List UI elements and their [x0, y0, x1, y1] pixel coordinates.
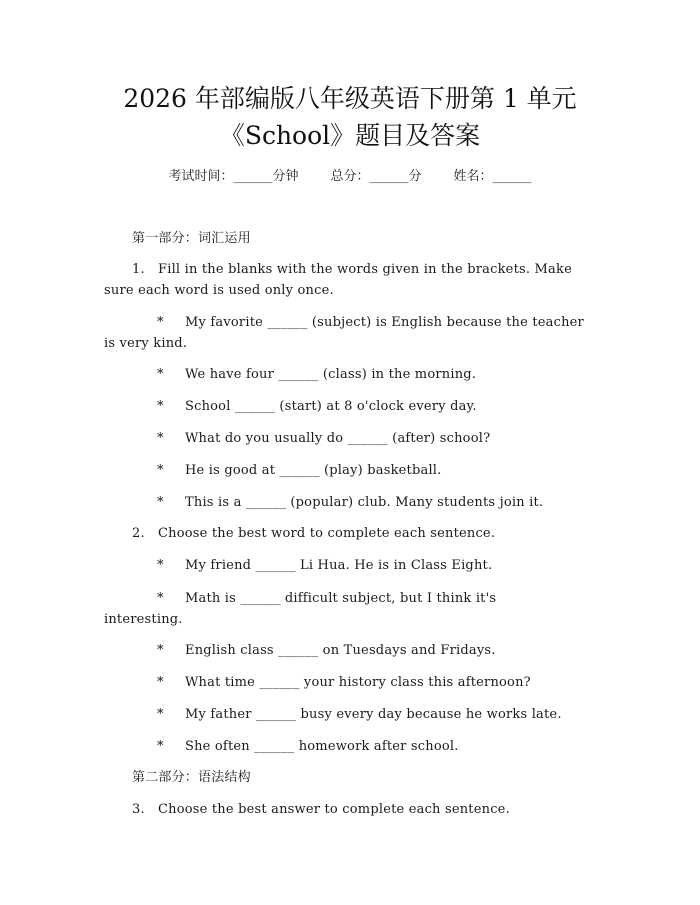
list-item-continuation: interesting. — [104, 612, 183, 627]
section-heading-2: 第二部分：语法结构 — [132, 770, 251, 785]
item-text: English class ______ on Tuesdays and Fridays. — [185, 643, 496, 658]
list-item — [157, 365, 476, 385]
question-text: Choose the best answer to complete each sentence. — [158, 802, 510, 817]
document-title-line-2: 《School》题目及答案 — [219, 121, 481, 150]
bullet-star-icon: * — [157, 558, 164, 573]
bullet-star-icon: * — [157, 495, 164, 510]
bullet-star-icon: * — [157, 431, 164, 446]
list-item — [157, 673, 531, 693]
item-text: School ______ (start) at 8 o'clock every day. — [185, 399, 477, 414]
list-item — [157, 589, 496, 609]
question-1-continuation: sure each word is used only once. — [104, 283, 334, 298]
list-item — [157, 737, 459, 757]
list-item — [157, 461, 442, 481]
list-item — [157, 705, 562, 725]
list-item — [157, 313, 584, 333]
bullet-star-icon: * — [157, 707, 164, 722]
item-text: My friend ______ Li Hua. He is in Class Eight. — [185, 558, 493, 573]
exam-name-field: 姓名：______ — [453, 169, 532, 184]
bullet-star-icon: * — [157, 739, 164, 754]
question-2 — [132, 524, 495, 544]
list-item — [157, 397, 477, 417]
item-text: My favorite ______ (subject) is English because the teacher — [185, 315, 584, 330]
exam-time-field: 考试时间：______分钟 — [168, 169, 299, 184]
exam-score-field: 总分：______分 — [330, 169, 422, 184]
list-item — [157, 641, 496, 661]
section-heading-1: 第一部分：词汇运用 — [132, 231, 251, 246]
bullet-star-icon: * — [157, 315, 164, 330]
item-text: What time ______ your history class this afternoon? — [185, 675, 531, 690]
list-item-continuation: is very kind. — [104, 336, 188, 351]
document-title-line-1: 2026 年部编版八年级英语下册第 1 单元 — [123, 84, 577, 113]
item-text: What do you usually do ______ (after) school? — [185, 431, 491, 446]
question-3 — [132, 800, 510, 820]
bullet-star-icon: * — [157, 675, 164, 690]
bullet-star-icon: * — [157, 591, 164, 606]
item-text: We have four ______ (class) in the morning. — [185, 367, 477, 382]
item-text: This is a ______ (popular) club. Many students join it. — [185, 495, 544, 510]
question-text: Choose the best word to complete each sentence. — [158, 526, 496, 541]
bullet-star-icon: * — [157, 367, 164, 382]
bullet-star-icon: * — [157, 643, 164, 658]
question-1 — [132, 260, 572, 280]
list-item — [157, 556, 492, 576]
list-item — [157, 429, 490, 449]
item-text: Math is ______ difficult subject, but I think it's — [185, 591, 497, 606]
bullet-star-icon: * — [157, 399, 164, 414]
list-item — [157, 493, 543, 513]
question-number: 2. — [132, 526, 145, 541]
question-number: 1. — [132, 262, 145, 277]
bullet-star-icon: * — [157, 463, 164, 478]
item-text: She often ______ homework after school. — [185, 739, 459, 754]
item-text: My father ______ busy every day because he works late. — [185, 707, 562, 722]
question-number: 3. — [132, 802, 145, 817]
exam-info — [0, 168, 700, 186]
question-text: Fill in the blanks with the words given in the brackets. Make — [158, 262, 572, 277]
item-text: He is good at ______ (play) basketball. — [185, 463, 442, 478]
